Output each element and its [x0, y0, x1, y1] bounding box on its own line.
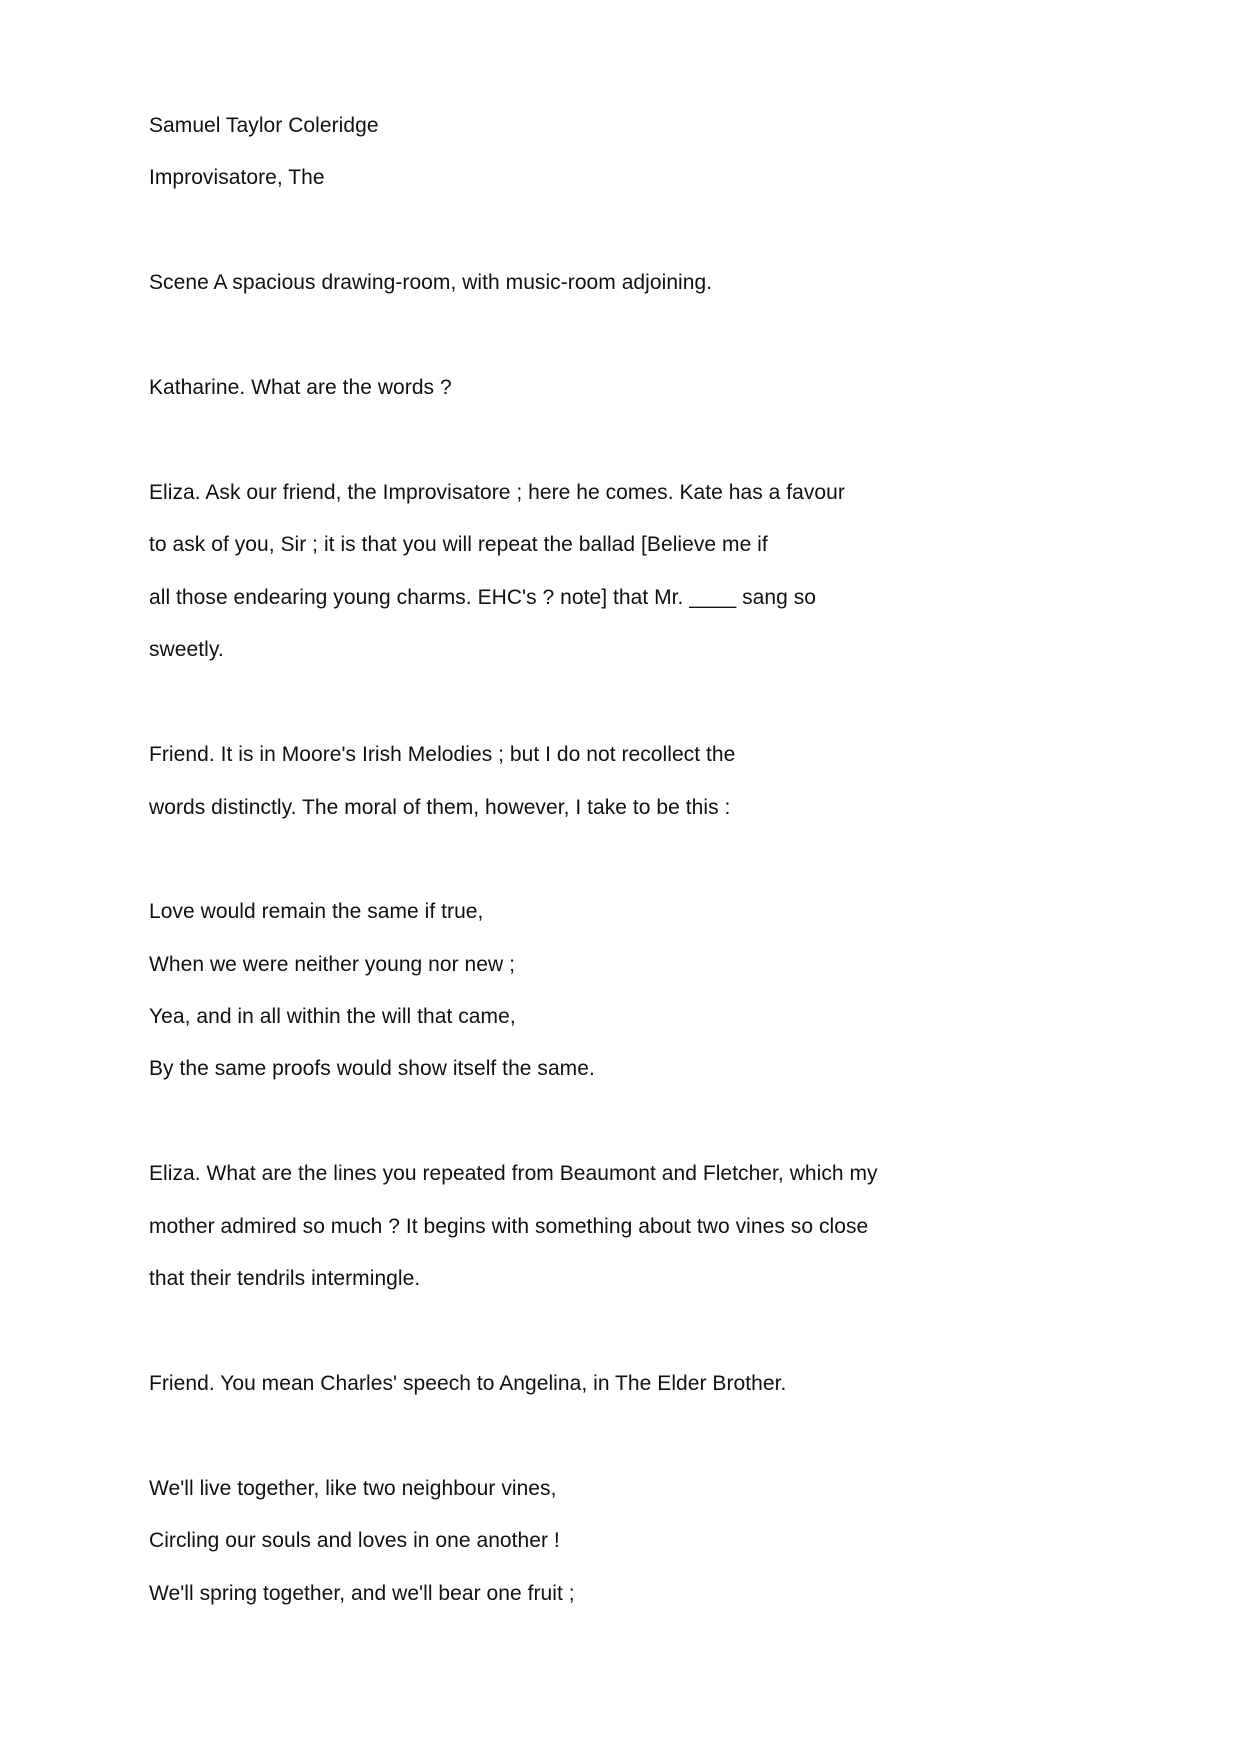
- verse-line: When we were neither young nor new ;: [149, 953, 515, 976]
- scene-line: Scene A spacious drawing-room, with music-room adjoining.: [149, 271, 713, 294]
- eliza-line: Eliza. Ask our friend, the Improvisatore ; here he comes. Kate has a favour: [149, 481, 845, 504]
- friend-line: Friend. It is in Moore's Irish Melodies ; but I do not recollect the: [149, 743, 736, 766]
- verse-line: Yea, and in all within the will that came,: [149, 1005, 516, 1028]
- verse-line: Love would remain the same if true,: [149, 900, 484, 923]
- eliza-line: sweetly.: [149, 638, 224, 661]
- verse-line: By the same proofs would show itself the same.: [149, 1057, 595, 1080]
- eliza-line: mother admired so much ? It begins with something about two vines so close: [149, 1215, 869, 1238]
- author-line: Samuel Taylor Coleridge: [149, 114, 379, 137]
- friend-line: Friend. You mean Charles' speech to Angelina, in The Elder Brother.: [149, 1372, 787, 1395]
- verse-line: We'll live together, like two neighbour vines,: [149, 1477, 557, 1500]
- friend-line: words distinctly. The moral of them, however, I take to be this :: [149, 796, 731, 819]
- eliza-line: all those endearing young charms. EHC's ? note] that Mr. ____ sang so: [149, 586, 817, 609]
- katharine-line: Katharine. What are the words ?: [149, 376, 452, 399]
- eliza-line: Eliza. What are the lines you repeated from Beaumont and Fletcher, which my: [149, 1162, 878, 1185]
- verse-line: Circling our souls and loves in one another !: [149, 1529, 560, 1552]
- eliza-line: that their tendrils intermingle.: [149, 1267, 421, 1290]
- title-line: Improvisatore, The: [149, 166, 325, 189]
- verse-line: We'll spring together, and we'll bear one fruit ;: [149, 1582, 575, 1605]
- eliza-line: to ask of you, Sir ; it is that you will repeat the ballad [Believe me if: [149, 533, 768, 556]
